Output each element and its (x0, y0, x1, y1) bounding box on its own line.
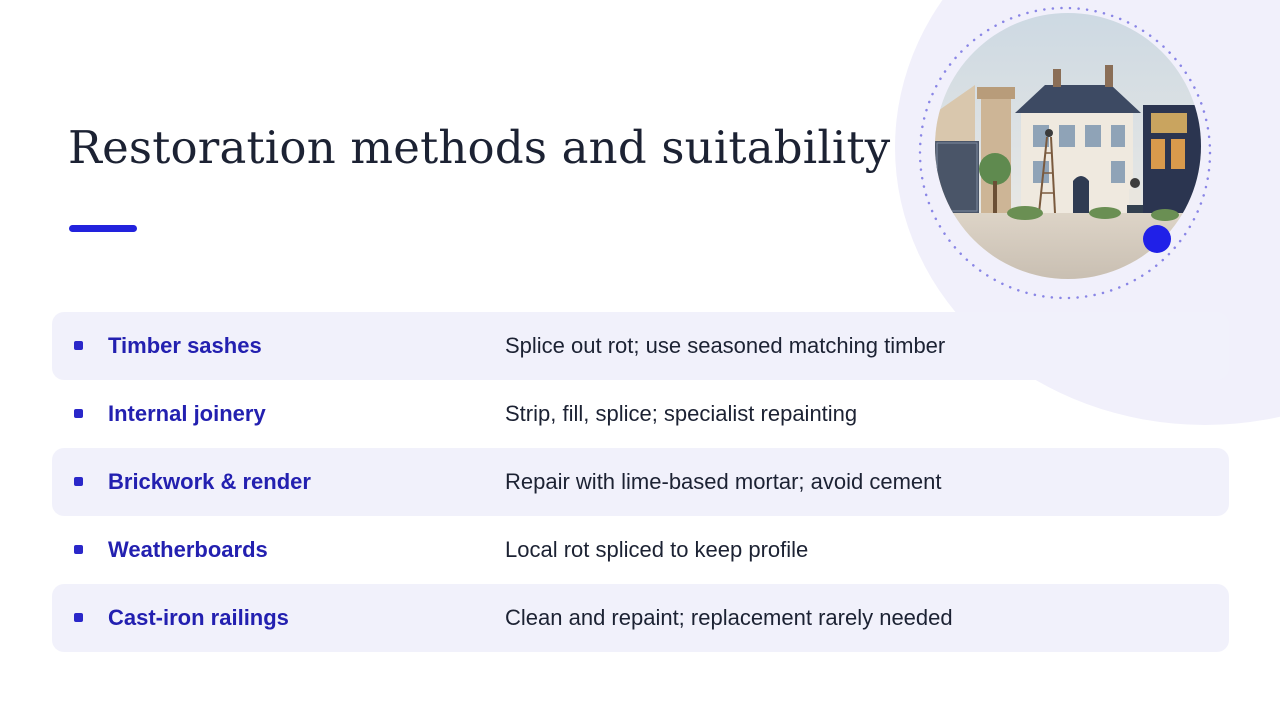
table-row (52, 312, 1229, 380)
bullet-icon (74, 613, 83, 622)
bullet-icon (74, 545, 83, 554)
method-description: Strip, fill, splice; specialist repainting (505, 401, 858, 426)
method-description: Repair with lime-based mortar; avoid cement (505, 469, 942, 494)
method-description: Clean and repaint; replacement rarely needed (505, 605, 953, 630)
method-description: Splice out rot; use seasoned matching timber (505, 333, 946, 358)
method-label: Weatherboards (108, 537, 268, 562)
table-row (52, 380, 1229, 448)
method-label: Cast-iron railings (108, 605, 289, 630)
methods-table (52, 312, 1229, 652)
table-row (52, 584, 1229, 652)
photo-frame (917, 5, 1213, 301)
accent-dot (1143, 225, 1171, 253)
method-label: Timber sashes (108, 333, 262, 358)
bullet-icon (74, 477, 83, 486)
slide-title: Restoration methods and suitability (68, 121, 891, 174)
method-label: Brickwork & render (108, 469, 311, 494)
method-description: Local rot spliced to keep profile (505, 537, 809, 562)
bullet-icon (74, 409, 83, 418)
table-row (52, 516, 1229, 584)
title-underline (69, 225, 137, 232)
table-row (52, 448, 1229, 516)
method-label: Internal joinery (108, 401, 266, 426)
bullet-icon (74, 341, 83, 350)
